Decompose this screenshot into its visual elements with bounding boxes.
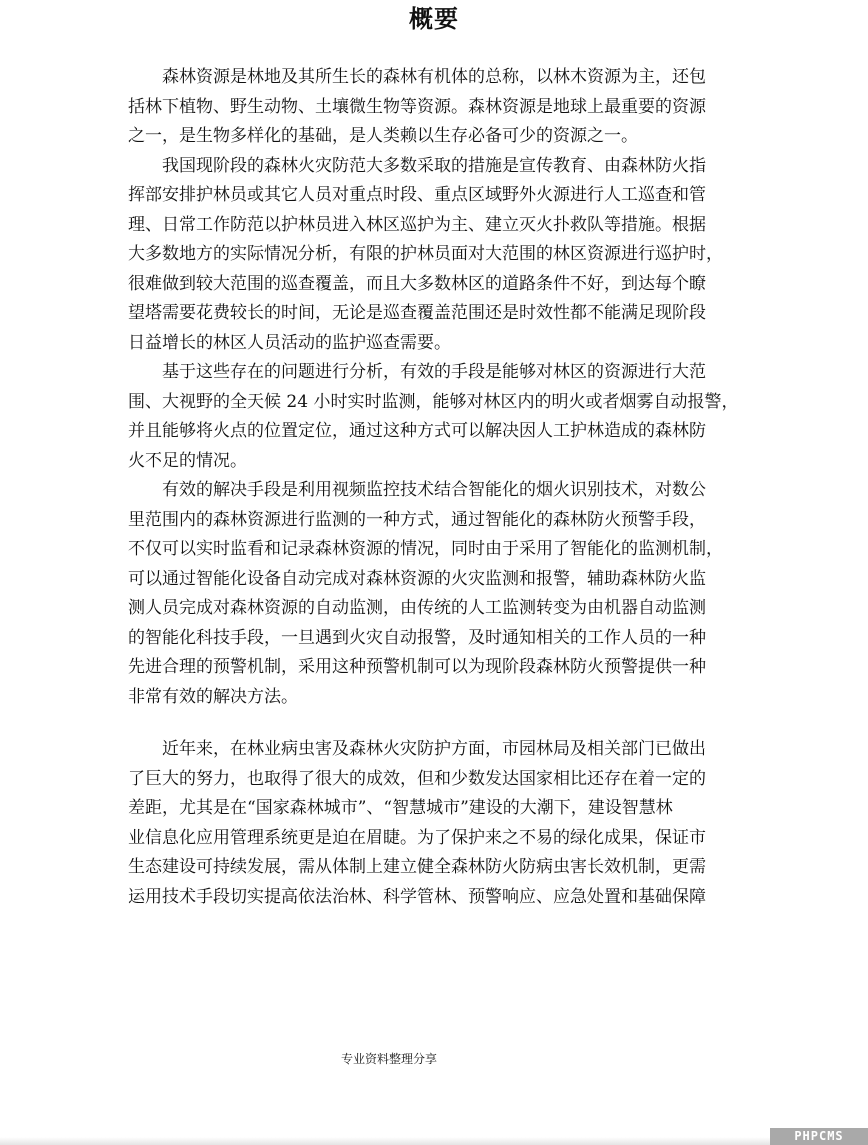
text-line: 生态建设可持续发展，需从体制上建立健全森林防火防病虫害长效机制，更需 bbox=[128, 857, 706, 877]
text-line: 里范围内的森林资源进行监测的一种方式，通过智能化的森林防火预警手段， bbox=[128, 509, 706, 530]
text-line: 基于这些存在的问题进行分析，有效的手段是能够对林区的资源进行大范 bbox=[128, 362, 706, 382]
text-line: 望塔需要花费较长的时间，无论是巡查覆盖范围还是时效性都不能满足现阶段 bbox=[128, 303, 706, 323]
paragraph-spacer bbox=[128, 712, 748, 735]
text-line: 非常有效的解决方法。 bbox=[128, 686, 298, 707]
paragraph bbox=[128, 476, 748, 712]
paragraph bbox=[128, 63, 748, 152]
text-line: 的智能化科技手段，一旦遇到火灾自动报警，及时通知相关的工作人员的一种 bbox=[128, 627, 706, 648]
text-line: 差距，尤其是在“国家森林城市”、“智慧城市”建设的大潮下，建设智慧林 bbox=[128, 798, 673, 818]
text-line: 并且能够将火点的位置定位，通过这种方式可以解决因人工护林造成的森林防 bbox=[128, 421, 706, 441]
page-footer: 专业资料整理分享 bbox=[340, 1052, 437, 1066]
text-line: 我国现阶段的森林火灾防范大多数采取的措施是宣传教育、由森林防火指 bbox=[128, 155, 706, 176]
page-title: 概要 bbox=[409, 5, 459, 33]
text-line: 火不足的情况。 bbox=[128, 450, 247, 471]
text-line: 先进合理的预警机制，采用这种预警机制可以为现阶段森林防火预警提供一种 bbox=[128, 657, 706, 677]
paragraph bbox=[128, 735, 748, 912]
text-line: 有效的解决手段是利用视频监控技术结合智能化的烟火识别技术，对数公 bbox=[128, 480, 706, 500]
text-line: 之一，是生物多样化的基础，是人类赖以生存必备可少的资源之一。 bbox=[128, 126, 638, 146]
text-line: 括林下植物、野生动物、土壤微生物等资源。森林资源是地球上最重要的资源 bbox=[128, 96, 706, 117]
text-line: 围、大视野的全天候 24 小时实时监测，能够对林区内的明火或者烟雾自动报警， bbox=[128, 391, 739, 412]
text-line: 很难做到较大范围的巡查覆盖，而且大多数林区的道路条件不好，到达每个瞭 bbox=[128, 273, 706, 294]
text-line: 近年来，在林业病虫害及森林火灾防护方面，市园林局及相关部门已做出 bbox=[128, 739, 706, 759]
text-line: 可以通过智能化设备自动完成对森林资源的火灾监测和报警，辅助森林防火监 bbox=[128, 568, 706, 589]
text-line: 日益增长的林区人员活动的监护巡查需要。 bbox=[128, 332, 451, 353]
document-body bbox=[128, 63, 748, 912]
bottom-divider bbox=[0, 1137, 868, 1145]
text-line: 森林资源是林地及其所生长的森林有机体的总称，以林木资源为主，还包 bbox=[128, 67, 706, 87]
paragraph bbox=[128, 358, 748, 476]
text-line: 运用技术手段切实提高依法治林、科学管林、预警响应、应急处置和基础保障 bbox=[128, 886, 706, 907]
text-line: 业信息化应用管理系统更是迫在眉睫。为了保护来之不易的绿化成果，保证市 bbox=[128, 827, 706, 848]
text-line: 挥部安排护林员或其它人员对重点时段、重点区域野外火源进行人工巡查和管 bbox=[128, 185, 706, 205]
text-line: 理、日常工作防范以护林员进入林区巡护为主、建立灭火扑救队等措施。根据 bbox=[128, 214, 706, 235]
text-line: 测人员完成对森林资源的自动监测，由传统的人工监测转变为由机器自动监测 bbox=[128, 598, 706, 618]
watermark-logo: PHPCMS bbox=[770, 1128, 868, 1145]
paragraph bbox=[128, 152, 748, 359]
text-line: 了巨大的努力，也取得了很大的成效，但和少数发达国家相比还存在着一定的 bbox=[128, 768, 706, 789]
text-line: 不仅可以实时监看和记录森林资源的情况，同时由于采用了智能化的监测机制， bbox=[128, 539, 723, 559]
text-line: 大多数地方的实际情况分析，有限的护林员面对大范围的林区资源进行巡护时， bbox=[128, 244, 723, 264]
